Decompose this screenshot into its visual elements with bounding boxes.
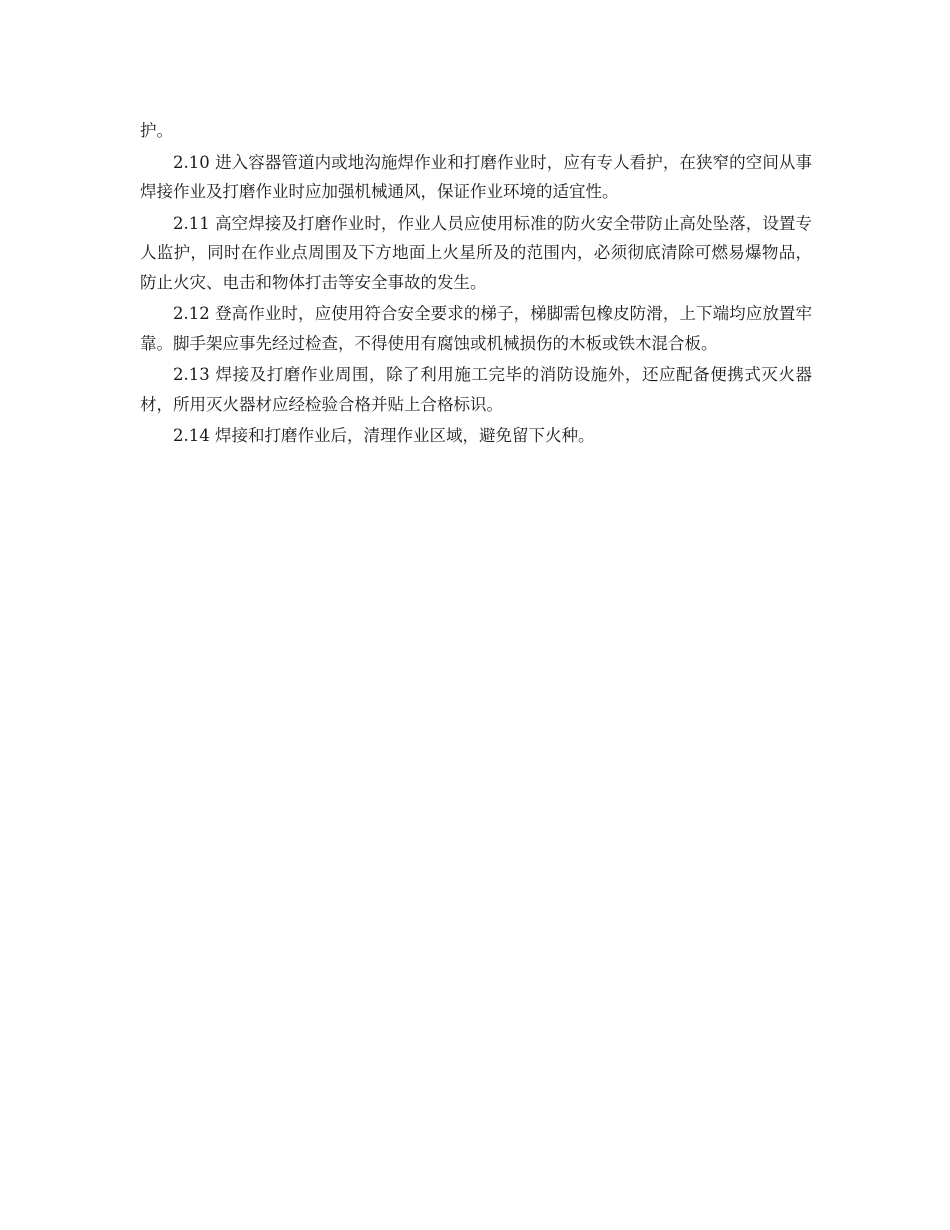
- paragraph-2-13: 2.13 焊接及打磨作业周围，除了利用施工完毕的消防设施外，还应配备便携式灭火器材，所用灭火器材应经检验合格并贴上合格标识。: [140, 365, 812, 414]
- paragraph-2-10: 2.10 进入容器管道内或地沟施焊作业和打磨作业时，应有专人看护，在狭窄的空间从事焊接作业及打磨作业时应加强机械通风，保证作业环境的适宜性。: [140, 152, 812, 201]
- paragraph-2-12: 2.12 登高作业时，应使用符合安全要求的梯子，梯脚需包橡皮防滑，上下端均应放置牢靠。脚手架应事先经过检查，不得使用有腐蚀或机械损伤的木板或铁木混合板。: [140, 304, 812, 353]
- paragraph-2-14: 2.14 焊接和打磨作业后，清理作业区域，避免留下火种。: [173, 426, 595, 445]
- paragraph-2-11: 2.11 高空焊接及打磨作业时，作业人员应使用标准的防火安全带防止高处坠落，设置专人监护，同时在作业点周围及下方地面上火星所及的范围内，必须彻底清除可燃易爆物品，防止火灾、电击和物体打击等安全事故的发生。: [140, 213, 812, 292]
- paragraph-continuation: 护。: [140, 121, 173, 140]
- document-body: [140, 116, 812, 453]
